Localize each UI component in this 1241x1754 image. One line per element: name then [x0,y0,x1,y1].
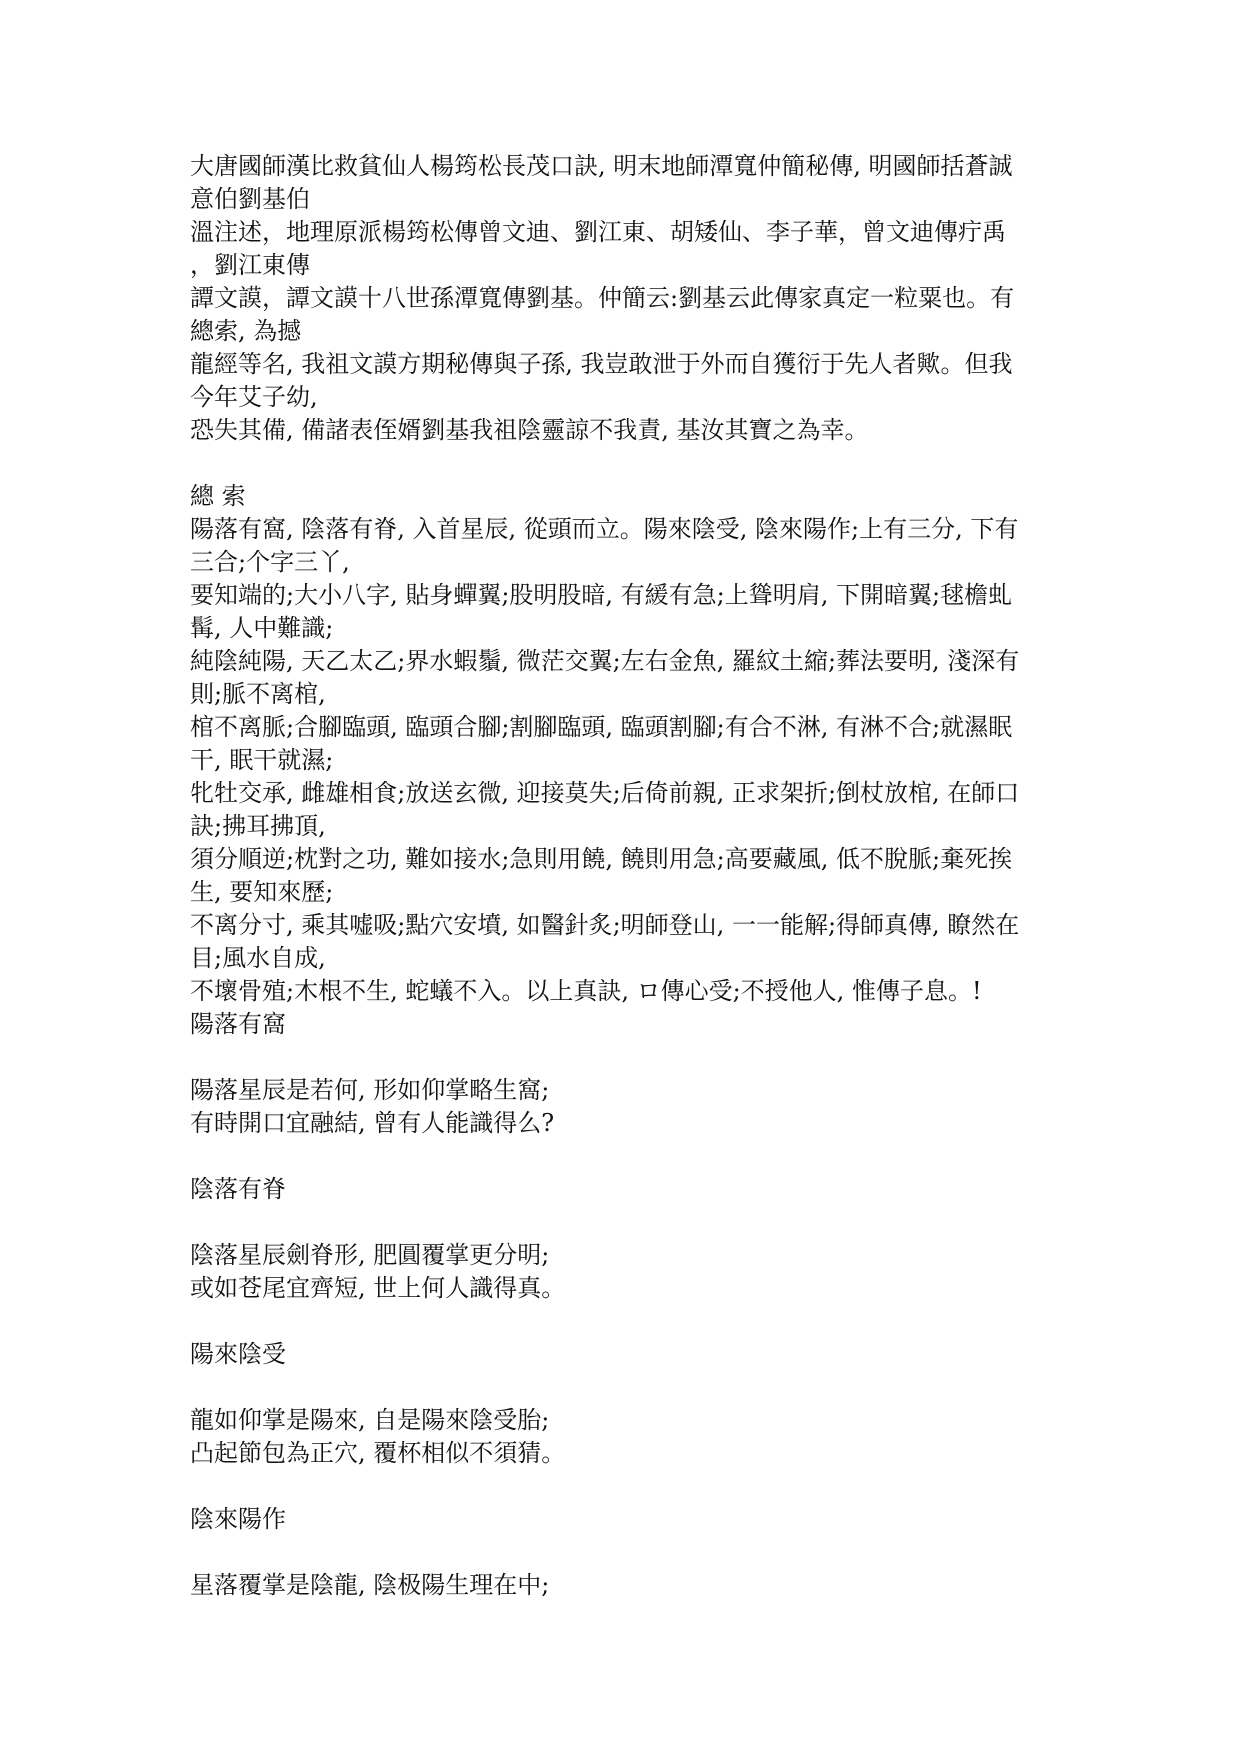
section-heading: 總 索 [190,482,246,510]
intro-line: 譚文謨，譚文謨十八世孫潭寬傳劉基。仲簡云:劉基云此傳家真定一粒粟也。有 [190,284,1015,312]
body-line: 陽落有窩, 陰落有脊, 入首星辰, 從頭而立。陽來陰受, 陰來陽作;上有三分, 下有 [190,515,1019,543]
verse-line: 陽落星辰是若何, 形如仰掌略生窩; [190,1076,550,1104]
intro-paragraph [190,150,1070,447]
body-line: 訣;拂耳拂頂, [190,812,326,840]
spacer [190,1371,1070,1404]
intro-line: 大唐國師漢比救貧仙人楊筠松長茂口訣, 明末地師潭寬仲簡秘傳, 明國師括蒼誠 [190,152,1013,180]
spacer [190,1140,1070,1173]
verse-heading: 陰落有脊 [190,1175,286,1203]
verse-heading: 陰來陽作 [190,1505,286,1533]
body-line: 不壞骨殖;木根不生, 蛇蟻不入。以上真訣, ロ傳心受;不授他人, 惟傳子息。! [190,977,982,1005]
spacer [190,1041,1070,1074]
verse-line: 或如苍尾宜齊短, 世上何人識得真。 [190,1274,566,1302]
body-line: 須分順逆;枕對之功, 難如接水;急則用饒, 饒則用急;高要藏風, 低不脫脈;棄死挨 [190,845,1013,873]
spacer [190,447,1070,480]
body-line: 不离分寸, 乘其嘘吸;點穴安墳, 如醫針炙;明師登山, 一一能解;得師真傳, 瞭然在 [190,911,1020,939]
intro-line: 總索, 為撼 [190,317,302,345]
verse-line: 陰落星辰劍脊形, 肥圓覆掌更分明; [190,1241,550,1269]
body-line: 生, 要知來歷; [190,878,334,906]
main-formula-text [190,513,1070,1008]
body-line: 棺不离脈;合腳臨頭, 臨頭合腳;割腳臨頭, 臨頭割腳;有合不淋, 有淋不合;就濕眠 [190,713,1013,741]
verse-line: 凸起節包為正穴, 覆杯相似不須猜。 [190,1439,566,1467]
verse-line: 有時開口宜融結, 曾有人能識得么? [190,1109,555,1137]
spacer [190,1305,1070,1338]
body-line: 則;脈不离棺, [190,680,326,708]
document-page [190,150,1070,1602]
intro-line: 溫注述，地理原派楊筠松傳曾文迪、劉江東、胡矮仙、李子華，曾文迪傳疔禹 [190,218,1006,246]
verse-heading: 陽落有窩 [190,1010,286,1038]
spacer [190,1536,1070,1569]
body-line: 要知端的;大小八字, 貼身蟬翼;股明股暗, 有緩有急;上聳明肩, 下開暗翼;毬檐虬 [190,581,1013,609]
verse-heading: 陽來陰受 [190,1340,286,1368]
spacer [190,1206,1070,1239]
intro-line: 龍經等名, 我祖文謨方期秘傳與子孫, 我豈敢泄于外而自獲衍于先人者歟。但我 [190,350,1013,378]
body-line: 三合;个字三丫, [190,548,350,576]
body-line: 牝牡交承, 雌雄相食;放送玄微, 迎接莫失;后倚前親, 正求架折;倒杖放棺, 在師口 [190,779,1020,807]
body-line: 干, 眠干就濕; [190,746,334,774]
body-line: 目;風水自成, [190,944,326,972]
body-line: 純陰純陽, 天乙太乙;界水蝦鬚, 微茫交翼;左右金魚, 羅紋土縮;葬法要明, 淺深有 [190,647,1020,675]
verse-line: 龍如仰掌是陽來, 自是陽來陰受胎; [190,1406,550,1434]
intro-line: 恐失其備, 備諸表侄婿劉基我祖陰靈諒不我責, 基汝其寶之為幸。 [190,416,869,444]
intro-line: 意伯劉基伯 [190,185,310,213]
verse-line: 星落覆掌是陰龍, 陰极陽生理在中; [190,1571,550,1599]
intro-line: 今年艾子幼, [190,383,318,411]
body-line: 髯, 人中難識; [190,614,334,642]
spacer [190,1470,1070,1503]
intro-line: ，劉江東傳 [190,251,310,279]
